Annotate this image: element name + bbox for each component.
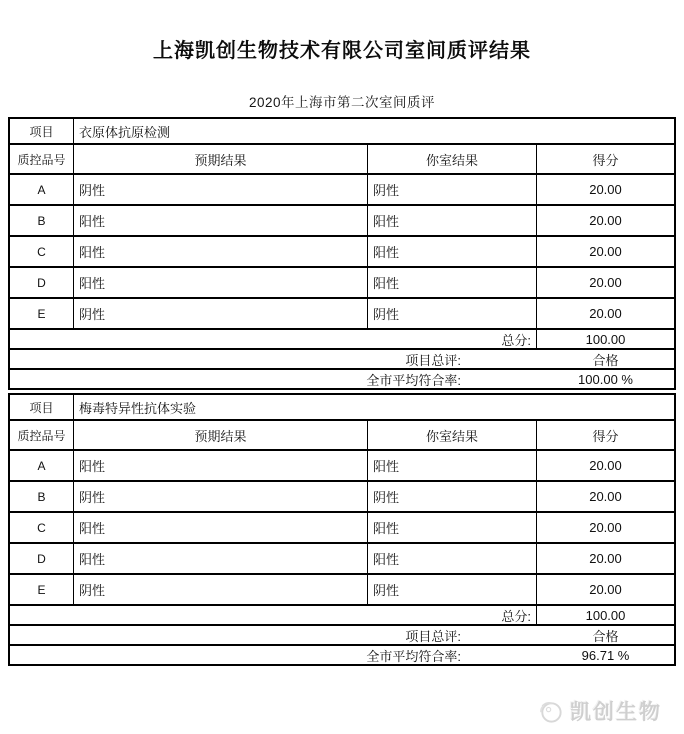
your-result: 阴性 [368, 575, 537, 604]
city-average-row [10, 368, 674, 388]
table-header-row [10, 143, 674, 173]
overall-row [10, 348, 674, 368]
table-row [10, 480, 674, 511]
city-average-label: 全市平均符合率: [366, 648, 461, 664]
total-score-row [10, 604, 674, 624]
col-header-expected: 预期结果 [74, 421, 368, 449]
expected-result: 阴性 [74, 575, 368, 604]
score-value: 20.00 [589, 458, 622, 473]
sample-id: D [10, 544, 74, 573]
sample-id: A [10, 451, 74, 480]
score-value: 20.00 [589, 213, 622, 228]
brand-logo-text: 凯创生物 [570, 701, 662, 724]
table-header-row [10, 419, 674, 449]
total-score-label: 总分: [10, 330, 537, 348]
project-name: 衣原体抗原检测 [79, 124, 171, 140]
table-row [10, 204, 674, 235]
your-result: 阴性 [368, 175, 537, 204]
project-label: 项目 [10, 395, 74, 419]
brand-logo-icon [537, 698, 564, 725]
table-row [10, 449, 674, 480]
your-result: 阳性 [368, 268, 537, 297]
total-score-row [10, 328, 674, 348]
score-value: 20.00 [589, 244, 622, 259]
expected-result: 阳性 [74, 237, 368, 266]
score-value: 20.00 [589, 489, 622, 504]
expected-result: 阳性 [74, 268, 368, 297]
overall-value: 合格 [592, 352, 619, 368]
overall-label: 项目总评: [405, 352, 461, 368]
table-row [10, 573, 674, 604]
table-row [10, 297, 674, 328]
expected-result: 阳性 [74, 513, 368, 542]
city-average-value: 100.00 % [578, 371, 633, 387]
your-result: 阴性 [368, 299, 537, 328]
table-row [10, 511, 674, 542]
sample-id: E [10, 575, 74, 604]
col-header-sample-id: 质控品号 [10, 421, 74, 449]
table-row [10, 266, 674, 297]
total-score-label: 总分: [10, 606, 537, 624]
city-average-label: 全市平均符合率: [366, 372, 461, 388]
total-score-value: 100.00 [585, 331, 626, 347]
your-result: 阳性 [368, 206, 537, 235]
total-score-value: 100.00 [585, 607, 626, 623]
sample-id: A [10, 175, 74, 204]
col-header-your-result: 你室结果 [368, 145, 537, 173]
project-row [10, 119, 674, 143]
col-header-your-result: 你室结果 [368, 421, 537, 449]
city-average-value: 96.71 % [581, 647, 630, 663]
report-page [0, 34, 684, 734]
col-header-expected: 预期结果 [74, 145, 368, 173]
sample-id: D [10, 268, 74, 297]
page-title: 上海凯创生物技术有限公司室间质评结果 [153, 40, 531, 62]
expected-result: 阴性 [74, 299, 368, 328]
score-value: 20.00 [589, 582, 622, 597]
score-value: 20.00 [589, 182, 622, 197]
table-row [10, 235, 674, 266]
expected-result: 阳性 [74, 451, 368, 480]
brand-watermark [537, 696, 662, 726]
your-result: 阴性 [368, 482, 537, 511]
project-row [10, 395, 674, 419]
expected-result: 阳性 [74, 544, 368, 573]
expected-result: 阳性 [74, 206, 368, 235]
sample-id: B [10, 482, 74, 511]
sample-id: C [10, 237, 74, 266]
score-value: 20.00 [589, 520, 622, 535]
col-header-score: 得分 [592, 152, 619, 168]
overall-label: 项目总评: [405, 628, 461, 644]
sample-id: E [10, 299, 74, 328]
expected-result: 阴性 [74, 482, 368, 511]
score-value: 20.00 [589, 275, 622, 290]
your-result: 阳性 [368, 237, 537, 266]
qc-table-syphilis [8, 393, 676, 666]
score-value: 20.00 [589, 551, 622, 566]
sample-id: B [10, 206, 74, 235]
table-row [10, 173, 674, 204]
sample-id: C [10, 513, 74, 542]
project-label: 项目 [10, 119, 74, 143]
your-result: 阳性 [368, 544, 537, 573]
page-subtitle: 2020年上海市第二次室间质评 [248, 95, 436, 110]
overall-value: 合格 [592, 628, 619, 644]
city-average-row [10, 644, 674, 664]
your-result: 阳性 [368, 513, 537, 542]
table-row [10, 542, 674, 573]
qc-table-chlamydia [8, 117, 676, 390]
score-value: 20.00 [589, 306, 622, 321]
your-result: 阳性 [368, 451, 537, 480]
overall-row [10, 624, 674, 644]
col-header-score: 得分 [592, 428, 619, 444]
project-name: 梅毒特异性抗体实验 [79, 400, 197, 416]
col-header-sample-id: 质控品号 [10, 145, 74, 173]
expected-result: 阴性 [74, 175, 368, 204]
